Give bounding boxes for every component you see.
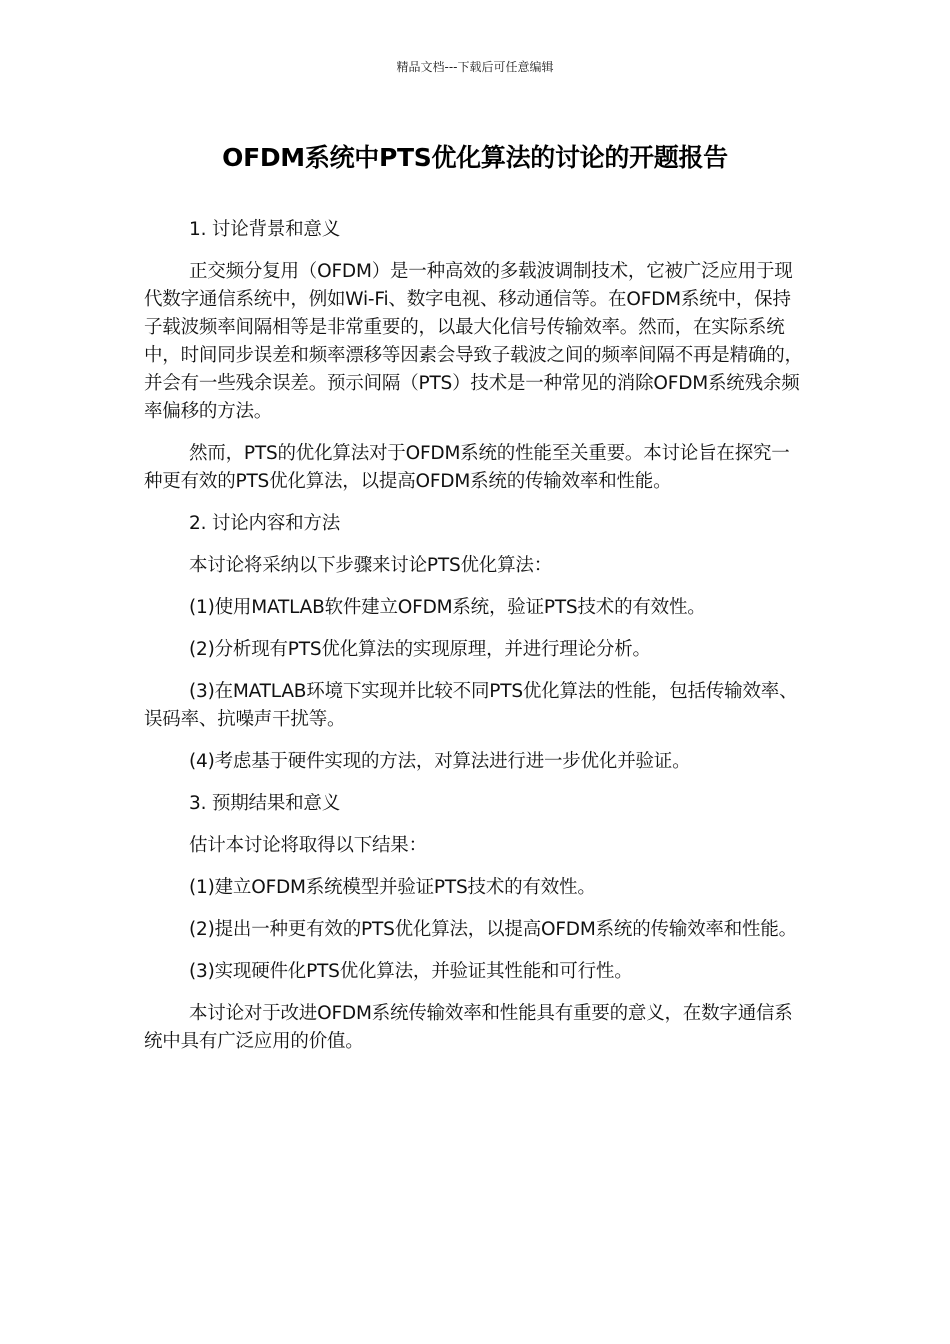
paragraph-method-intro: 本讨论将采纳以下步骤来讨论PTS优化算法： bbox=[189, 555, 553, 576]
paragraph-background: 正交频分复用（OFDM）是一种高效的多载波调制技术，它被广泛应用于现代数字通信系统中，例如Wi-Fi、数字电视、移动通信等。在OFDM系统中，保持子载波频率间隔相等是非常重要的，以最大化信号传输效率。然而，在实际系统中，时间同步误差和频率漂移等因素会导致子载波之间的频率间隔不再是精确的，并会有一些残余误差。预示间隔（PTS）技术是一种常见的消除OFDM系统残余频率偏移的方法。 bbox=[144, 261, 803, 422]
method-step-3: (3)在MATLAB环境下实现并比较不同PTS优化算法的性能，包括传输效率、误码率、抗噪声干扰等。 bbox=[144, 681, 798, 730]
document-title: OFDM系统中PTS优化算法的讨论的开题报告 bbox=[222, 143, 728, 172]
result-item-3: (3)实现硬件化PTS优化算法，并验证其性能和可行性。 bbox=[189, 961, 633, 982]
paragraph-significance: 本讨论对于改进OFDM系统传输效率和性能具有重要的意义，在数字通信系统中具有广泛应用的价值。 bbox=[144, 1003, 793, 1052]
section-heading-3: 3. 预期结果和意义 bbox=[189, 793, 341, 814]
result-item-1: (1)建立OFDM系统模型并验证PTS技术的有效性。 bbox=[189, 877, 596, 898]
paragraph-results-intro: 估计本讨论将取得以下结果： bbox=[189, 835, 427, 856]
section-heading-1: 1. 讨论背景和意义 bbox=[189, 219, 341, 240]
method-step-2: (2)分析现有PTS优化算法的实现原理，并进行理论分析。 bbox=[189, 639, 651, 660]
result-item-2: (2)提出一种更有效的PTS优化算法，以提高OFDM系统的传输效率和性能。 bbox=[189, 919, 797, 940]
page-header-watermark: 精品文档---下载后可任意编辑 bbox=[396, 60, 554, 74]
method-step-4: (4)考虑基于硬件实现的方法，对算法进行进一步优化并验证。 bbox=[189, 751, 691, 772]
paragraph-objective: 然而，PTS的优化算法对于OFDM系统的性能至关重要。本讨论旨在探究一种更有效的PTS优化算法，以提高OFDM系统的传输效率和性能。 bbox=[144, 443, 790, 492]
document-body bbox=[144, 216, 804, 1070]
method-step-1: (1)使用MATLAB软件建立OFDM系统，验证PTS技术的有效性。 bbox=[189, 597, 706, 618]
section-heading-2: 2. 讨论内容和方法 bbox=[189, 513, 341, 534]
